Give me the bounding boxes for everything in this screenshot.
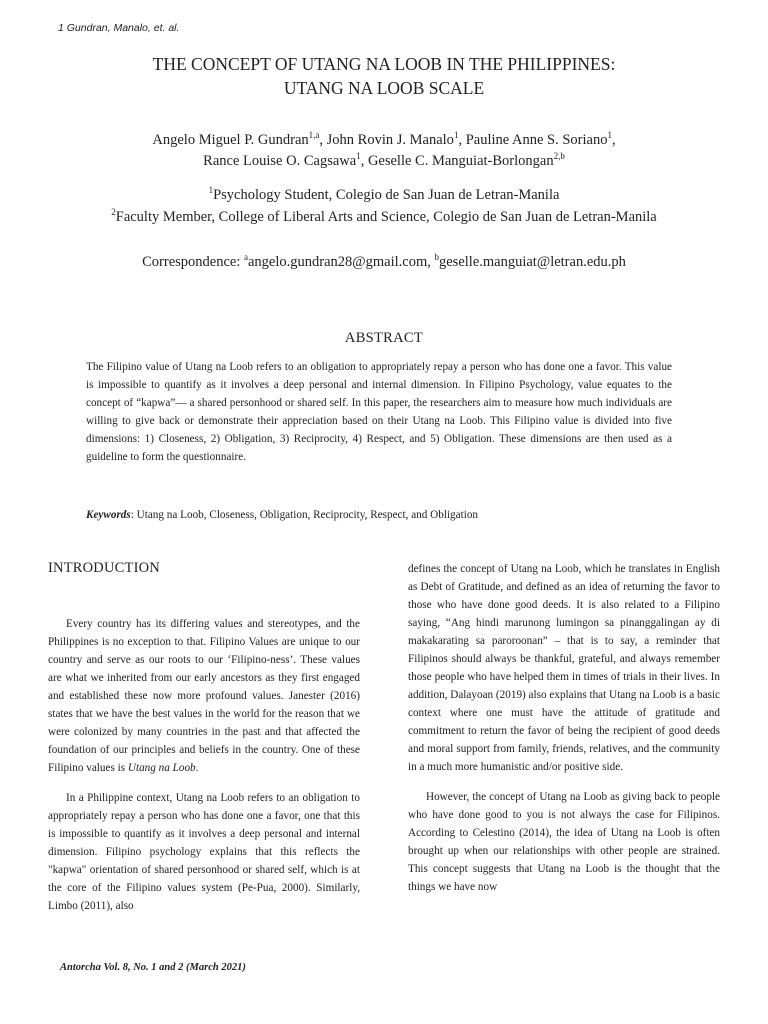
body-paragraph: defines the concept of Utang na Loob, which he translates in English as Debt of Gratitude, and defined as an idea of returning the favor to those who have done good deeds. It is also related to a Filipino saying, “Ang hindi marunong lumingon sa pinanggalingan ay di makakarating sa paroroonan” – that is to say, a reminder that Filipinos should always be thankful, grateful, and always remember those people who have helped them in times of trials in their lives. In addition, Dalayoan (2019) also explains that Utang na Loob is a basic context where one must have the attitude of gratitude and commitment to return the favor of being the recipient of good deeds and moral support from family, friends, relatives, and the community in a much more humanistic and/or positive side.	[408, 563, 720, 773]
running-footer: Antorcha Vol. 8, No. 1 and 2 (March 2021)	[60, 962, 246, 973]
author-line-1: Angelo Miguel P. Gundran$^{1,a}$, John Rovin J. Manalo$^1$, Pauline Anne S. Soriano$^1$,	[152, 130, 616, 148]
email-link[interactable]: geselle.manguiat@letran.edu.ph	[439, 254, 626, 270]
paragraph-text: .	[195, 762, 199, 774]
section-heading-introduction: INTRODUCTION	[48, 560, 160, 576]
author-name: Geselle C. Manguiat-Borlongan	[367, 153, 554, 169]
abstract-text: The Filipino value of Utang na Loob refers to an obligation to appropriately repay a person who has done one a favor. This value is impossible to quantify as it involves a deep personal and internal dimension. In Filipino Psychology, value equates to the concept of “kapwa”— a shared personhood or shared self. In this paper, the researchers aim to measure how much individuals are willing to give back or demonstrate their appreciation based on their Utang na Loob. This Filipino value is divided into five dimensions: 1) Closeness, 2) Obligation, 3) Reciprocity, 4) Respect, and 5) Obligation. These dimensions are then used as a guideline to form the questionnaire.	[86, 361, 672, 463]
author-sup: 1,a	[308, 130, 320, 141]
paper-title	[60, 52, 708, 100]
paragraph-italic: Utang na Loob	[127, 762, 196, 774]
right-column	[408, 560, 720, 896]
affiliation-text: Faculty Member, College of Liberal Arts and Science, Colegio de San Juan de Letran-Manila	[115, 209, 657, 225]
author-name: John Rovin J. Manalo	[326, 132, 454, 148]
title-line-1: THE CONCEPT OF UTANG NA LOOB IN THE PHILIPPINES:	[152, 54, 616, 74]
author-list	[60, 130, 708, 172]
body-paragraph: In a Philippine context, Utang na Loob refers to an obligation to appropriately repay a person who has done one a favor, one that this is impossible to quantify as it involves a deep personal and internal dimension. Filipino psychology explains that this reflects the "kapwa" orientation of shared personhood or shared self, which is at the core of the Filipino values system (Pe-Pua, 2000). Similarly, Limbo (2011), also	[48, 792, 360, 912]
affiliation-sup: 1	[208, 185, 214, 196]
author-name: Angelo Miguel P. Gundran	[152, 132, 309, 148]
title-line-2: UTANG NA LOOB SCALE	[283, 78, 485, 98]
running-header: 1 Gundran, Manalo, et. al.	[58, 22, 180, 34]
correspondence-label: Correspondence:	[142, 254, 244, 270]
author-name: Pauline Anne S. Soriano	[465, 132, 608, 148]
keywords	[86, 506, 686, 524]
affiliation-sup: 2	[111, 207, 116, 218]
author-line-2: Rance Louise O. Cagsawa$^1$, Geselle C. Manguiat-Borlongan$^{2,b}$	[203, 151, 565, 169]
author-sup: 2,b	[553, 151, 565, 162]
keywords-label: Keywords	[86, 509, 131, 521]
affiliation-1	[60, 184, 708, 206]
email-link[interactable]: angelo.gundran28@gmail.com	[247, 254, 428, 270]
affiliations	[60, 184, 708, 228]
email-sup: b	[434, 252, 439, 263]
abstract-heading: ABSTRACT	[344, 330, 424, 346]
author-sup: 1	[607, 130, 612, 141]
correspondence	[60, 252, 708, 272]
body-paragraph: However, the concept of Utang na Loob as giving back to people who have done good to you is not always the case for Filipinos. According to Celestino (2014), the idea of Utang na Loob is often brought up when our relationships with other people are strained. This concept suggests that Utang na Loob is the thought that the things we have now	[408, 791, 720, 893]
author-sup: 1	[356, 151, 361, 162]
author-name: Rance Louise O. Cagsawa	[203, 153, 357, 169]
email-separator: ,	[427, 254, 435, 270]
body-paragraph	[48, 615, 360, 777]
affiliation-text: Psychology Student, Colegio de San Juan de Letran-Manila	[213, 187, 560, 203]
keywords-text: : Utang na Loob, Closeness, Obligation, Reciprocity, Respect, and Obligation	[130, 509, 479, 521]
author-sup: 1	[453, 130, 459, 141]
email-sup: a	[243, 252, 248, 263]
paragraph-text: Every country has its differing values and stereotypes, and the Philippines is no exception to that. Filipino Values are unique to our country and serve as our roots to our ‘Filipino-ness’. These values are what we inherited from our early ancestors as they first engaged and established these now more profound values. Janester (2016) states that we have the best values in the world for the reason that we were colonized by many countries in the past and that affected the foundation of our principles and beliefs in the country. One of these Filipino values is	[48, 618, 360, 774]
affiliation-2	[60, 206, 708, 228]
left-column	[48, 560, 360, 915]
